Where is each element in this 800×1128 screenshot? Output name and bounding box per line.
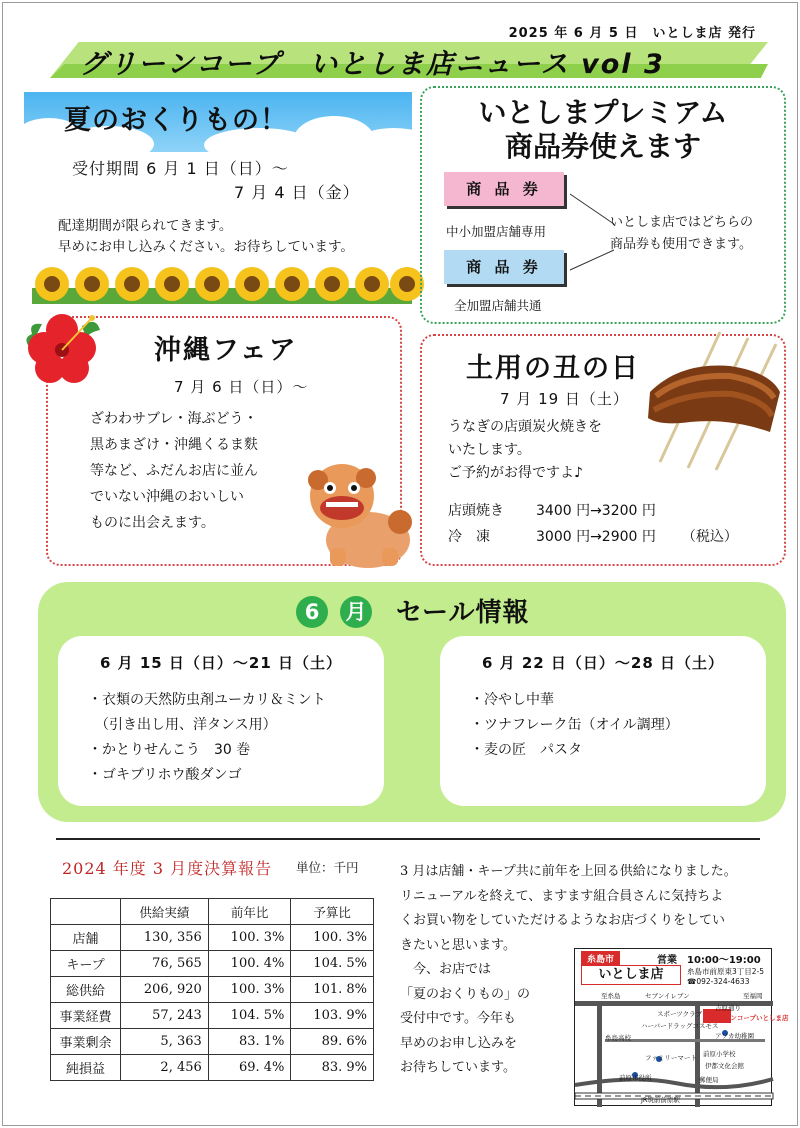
list-item: ・かとりせんこう 30 巻 <box>88 742 251 758</box>
map-label: グリーンコープいとしま店 <box>711 1014 789 1022</box>
list-item: ・ツナフレーク缶（オイル調理） <box>470 717 679 733</box>
voucher-note-small-store: 中小加盟店舗専用 <box>446 224 547 239</box>
report-comment: 3 月は店舗・キープ共に前年を上回る供給になりました。 リニューアルを終えて、ますます組合員さんに気持ちよ くお買い物をしていただけるようなお店づくりをしてい きたいと思います。 <box>400 864 737 953</box>
voucher-note-all-store: 全加盟店舗共通 <box>454 298 542 313</box>
map-label: 伊都文化会館 <box>705 1062 744 1070</box>
map-label: ハーバードラッグコスモス <box>641 1022 719 1030</box>
map-label: 前原市役所 <box>619 1074 652 1082</box>
ushi-no-hi-title: 土用の丑の日 <box>466 353 640 384</box>
report-title: 2024 年度 3 月度決算報告 <box>62 859 273 878</box>
table-header-row: 供給実績 前年比 予算比 <box>51 899 374 925</box>
voucher-card-blue: 商 品 券 <box>444 250 564 284</box>
issue-date: 2025 年 6 月 5 日 いとしま店 発行 <box>508 26 756 41</box>
sale-week2-items <box>470 688 679 763</box>
map-label: 糸島高校 <box>605 1034 631 1042</box>
okinawa-fair-title: 沖縄フェア <box>154 335 298 366</box>
store-map <box>574 948 789 1106</box>
list-item: ・衣類の天然防虫剤ユーカリ＆ミント <box>88 692 326 708</box>
ushi-no-hi-date: 7 月 19 日（土） <box>500 390 629 408</box>
premium-voucher-note: いとしま店ではどちらの 商品券も使用できます。 <box>610 215 754 252</box>
map-label: ファミリーマート <box>645 1054 697 1062</box>
sale-week1-items <box>88 688 326 788</box>
summer-gift-section <box>24 92 412 304</box>
map-label: 至糸島 <box>601 992 621 1000</box>
report-comment-tail: 今、お店では 「夏のおくりもの」の 受付中です。今年も 早めのお申し込みを お待ちしています。 <box>400 962 531 1075</box>
map-label: セブンイレブン <box>645 992 690 1000</box>
report-unit: 単位：千円 <box>296 860 359 875</box>
map-business-hours: 営業 10:00～19:00 <box>657 955 761 966</box>
newsletter-title: グリーンコープ いとしま店ニュース vol 3 <box>80 49 665 80</box>
okinawa-fair-body: ざわわサブレ・海ぶどう・ 黒あまざけ・沖縄くるま麩 等など、ふだんお店に並ん でいない沖縄のおいしい ものに出会えます。 <box>90 411 258 531</box>
sale-month-digit-badge: 6 <box>296 596 328 628</box>
price-row-frozen: 冷 凍 3000 円→2900 円 （税込） <box>448 529 738 545</box>
sale-week2-period: 6 月 22 日（日）～28 日（土） <box>481 654 725 672</box>
map-roads <box>575 989 773 1107</box>
table-row: 純損益 2, 456 69. 4% 83. 9% <box>51 1055 374 1081</box>
okinawa-fair-date: 7 月 6 日（日）～ <box>174 378 309 396</box>
sale-month-kanji-badge: 月 <box>340 596 372 628</box>
premium-voucher-title: いとしまプレミアム 商品券使えます <box>478 96 728 163</box>
table-row: キープ 76, 565 100. 4% 104. 5% <box>51 951 374 977</box>
sale-title: セール情報 <box>396 598 530 628</box>
sale-week1-period: 6 月 15 日（日）～21 日（土） <box>99 654 343 672</box>
summer-gift-body: 配達期間が限られてきます。 早めにお申し込みください。お待ちしています。 <box>58 218 354 255</box>
map-label: 吉原通り <box>715 1004 741 1012</box>
map-label: アソカ幼稚園 <box>715 1032 754 1040</box>
shisa-figure-icon <box>296 456 416 570</box>
ushi-no-hi-body: うなぎの店頭炭火焼きを いたします。 ご予約がお得ですよ♪ <box>448 419 602 481</box>
map-city-label: 糸島市 <box>581 951 620 966</box>
map-label: JR筑前前原駅 <box>641 1096 680 1104</box>
sale-week1-card <box>58 636 384 806</box>
map-address: 糸島市前原東3丁目2-5 ☎092-324-4633 <box>687 967 765 986</box>
map-label: スポーツクラブ <box>657 1010 703 1018</box>
price-row-grilled: 店頭焼き 3400 円→3200 円 <box>448 503 656 519</box>
grilled-eel-skewers-icon <box>640 322 786 472</box>
sale-week2-card <box>440 636 766 806</box>
list-item: ・麦の匠 パスタ <box>470 742 582 758</box>
map-store-name: いとしま店 <box>581 965 681 985</box>
table-row: 事業経費 57, 243 104. 5% 103. 9% <box>51 1003 374 1029</box>
list-item: （引き出し用、洋タンス用） <box>88 717 277 733</box>
hibiscus-flower-icon <box>20 308 104 384</box>
map-label: 郵便局 <box>699 1076 719 1084</box>
list-item: ・冷やし中華 <box>470 692 554 708</box>
summer-gift-title: 夏のおくりもの！ <box>64 105 288 136</box>
sunflower-row-illustration <box>32 264 412 304</box>
premium-voucher-section <box>420 86 786 324</box>
table-row: 事業剰余 5, 363 83. 1% 89. 6% <box>51 1029 374 1055</box>
voucher-card-pink: 商 品 券 <box>444 172 564 206</box>
map-label: 至福岡 <box>743 992 763 1000</box>
table-row: 総供給 206, 920 100. 3% 101. 8% <box>51 977 374 1003</box>
summer-gift-period-end: 7 月 4 日（金） <box>234 183 360 202</box>
summer-gift-period-start: 受付期間 6 月 1 日（日）～ <box>72 159 289 178</box>
financial-report-table <box>50 898 374 1081</box>
list-item: ・ゴキブリホウ酸ダンゴ <box>88 767 242 783</box>
table-row: 店舗 130, 356 100. 3% 100. 3% <box>51 925 374 951</box>
map-label: 前原小学校 <box>703 1050 736 1058</box>
section-divider <box>56 838 760 840</box>
